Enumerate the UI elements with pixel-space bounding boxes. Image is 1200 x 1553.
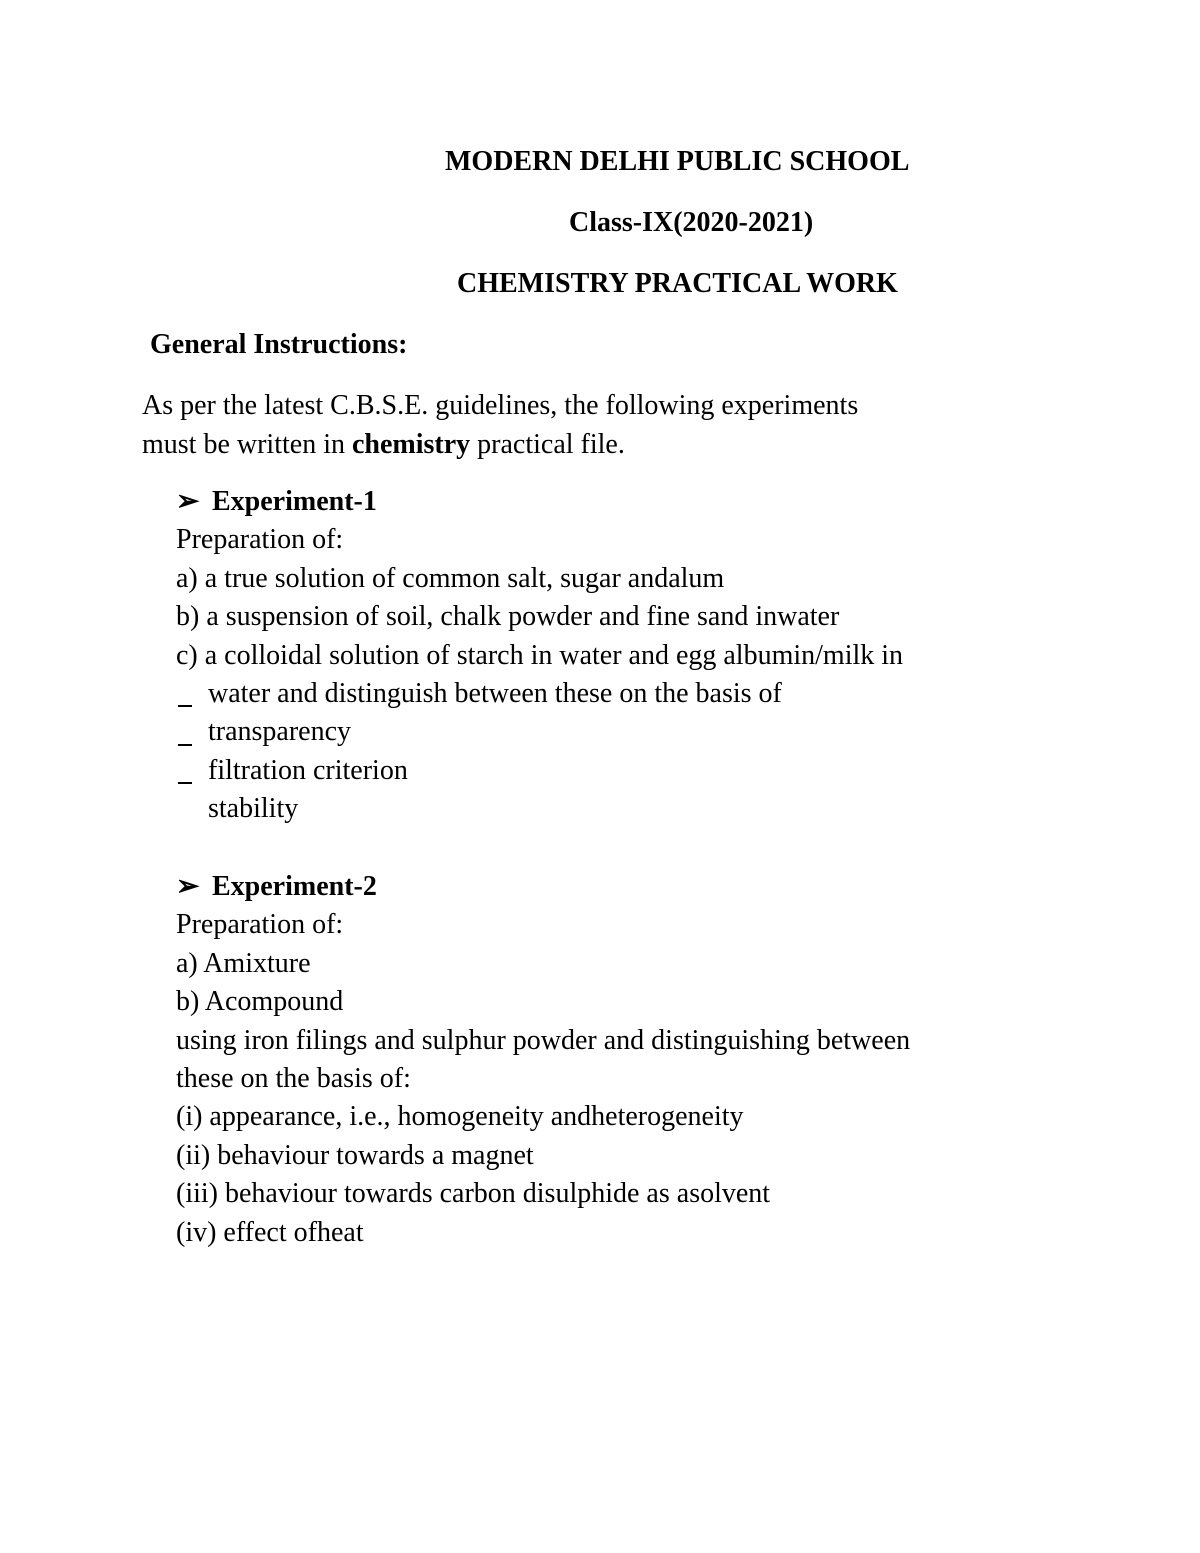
class-title: Class-IX(2020-2021): [569, 207, 814, 238]
experiment-2-intro: Preparation of:: [176, 909, 344, 940]
experiment-1-item-c: c) a colloidal solution of starch in water and egg albumin/milk in: [176, 640, 904, 671]
dash-bullet-icon: [178, 705, 192, 707]
dash-bullet-icon: [178, 782, 192, 784]
arrow-bullet-icon: ➢: [176, 486, 200, 517]
experiment-2-item-b: b) Acompound: [176, 986, 344, 1017]
dash-bullet-icon: [178, 744, 192, 746]
experiment-2-heading: [176, 871, 377, 903]
instructions-line-1: As per the latest C.B.S.E. guidelines, the following experiments: [142, 390, 859, 421]
instructions-line-2: [142, 429, 625, 461]
school-name: MODERN DELHI PUBLIC SCHOOL: [445, 146, 910, 177]
experiment-1-heading: [176, 486, 377, 518]
subject-title: CHEMISTRY PRACTICAL WORK: [457, 268, 898, 299]
experiment-2-criterion-4: (iv) effect ofheat: [176, 1217, 364, 1248]
experiment-1-criterion-2: filtration criterion: [208, 755, 408, 786]
experiment-2-criterion-1: (i) appearance, i.e., homogeneity andheterogeneity: [176, 1101, 744, 1132]
experiment-2-title: Experiment-2: [212, 871, 377, 902]
experiment-1-intro: Preparation of:: [176, 524, 344, 555]
experiment-1-item-c-cont: water and distinguish between these on the basis of: [208, 678, 782, 709]
instructions-heading: General Instructions:: [150, 329, 408, 360]
experiment-2-text-1: using iron filings and sulphur powder and distinguishing between: [176, 1025, 911, 1056]
experiment-1-criterion-1: transparency: [208, 716, 352, 747]
experiment-1-title: Experiment-1: [212, 486, 377, 517]
experiment-1-item-a: a) a true solution of common salt, sugar andalum: [176, 563, 725, 594]
experiment-2-text-2: these on the basis of:: [176, 1063, 411, 1094]
experiment-1-criterion-3: stability: [208, 793, 299, 824]
arrow-bullet-icon: ➢: [176, 871, 200, 902]
experiment-2-item-a: a) Amixture: [176, 948, 311, 979]
instructions-text-end: practical file.: [470, 429, 625, 460]
instructions-emphasis: chemistry: [351, 429, 471, 460]
experiment-2-criterion-2: (ii) behaviour towards a magnet: [176, 1140, 534, 1171]
experiment-1-item-b: b) a suspension of soil, chalk powder and fine sand inwater: [176, 601, 840, 632]
experiment-2-criterion-3: (iii) behaviour towards carbon disulphide as asolvent: [176, 1178, 771, 1209]
instructions-text: must be written in: [142, 429, 352, 460]
